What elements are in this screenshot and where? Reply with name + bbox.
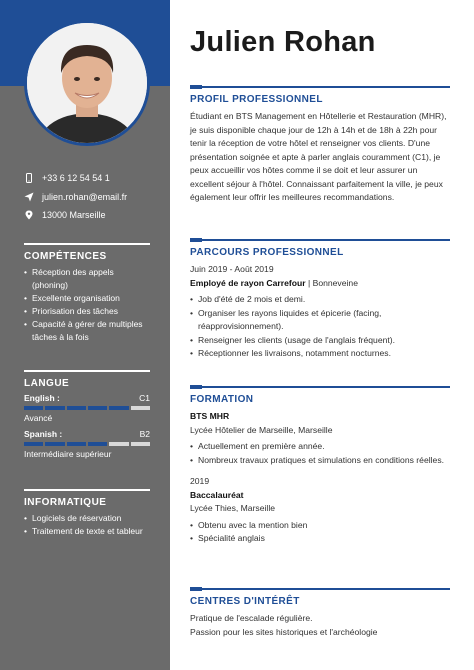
profil-text: Étudiant en BTS Management en Hôtellerie et Restauration (MHR), je suis disponible chaque jour de 12h à 14h et de 18h à 22h pour tenir la réception de votre hôtel et renseigner vos clients. D'une présentation soignée et apte à parler anglais couramment (C1), je peux accueillir vos hôtes comme il se doit et leur assurer un excellent séjour à l'hôtel. Connaissant parfaitement la ville, je peux également leur offrir les meilleures recommandations. — [190, 111, 447, 202]
section-divider — [24, 489, 150, 491]
degree-school: Lycée Thies, Marseille — [190, 503, 276, 513]
degree-heading: Baccalauréat — [190, 489, 244, 500]
phone-icon — [24, 173, 34, 183]
level-segment — [67, 406, 86, 410]
degree-school: Lycée Hôtelier de Marseille, Marseille — [190, 424, 333, 435]
formation-title: FORMATION — [190, 394, 254, 405]
job-tasks-list — [190, 293, 450, 361]
formation-section — [190, 386, 450, 546]
langue-title: LANGUE — [24, 378, 70, 389]
list-item: • Réception des appels (phoning) — [24, 266, 150, 292]
list-item: • Job d'été de 2 mois et demi. — [190, 293, 450, 307]
candidate-name: Julien Rohan — [190, 26, 376, 58]
job-role: Employé de rayon Carrefour — [190, 277, 306, 288]
level-segment — [24, 406, 43, 410]
degree-year: 2019 — [190, 476, 210, 486]
language-description: Avancé — [24, 413, 53, 423]
competences-title: COMPÉTENCES — [24, 251, 107, 262]
langue-section — [24, 370, 150, 459]
language-level: B2 — [139, 429, 150, 439]
competences-section — [24, 243, 150, 344]
language-english — [24, 393, 150, 423]
language-level-bar — [24, 406, 150, 410]
level-segment — [67, 442, 86, 446]
contact-phone[interactable] — [24, 173, 110, 183]
interet-line: Pratique de l'escalade régulière. — [190, 613, 313, 623]
parcours-section — [190, 239, 450, 361]
profile-photo — [24, 20, 150, 146]
level-segment — [131, 406, 150, 410]
list-item: • Spécialité anglais — [190, 532, 450, 546]
interets-title: CENTRES D'INTÉRÊT — [190, 596, 300, 607]
language-name: English : — [24, 393, 60, 403]
degree-details-list — [190, 519, 450, 546]
list-item: • Traitement de texte et tableur — [24, 525, 150, 538]
job-place: | Bonneveine — [305, 277, 358, 288]
language-level-bar — [24, 442, 150, 446]
language-level: C1 — [139, 393, 150, 403]
section-divider — [190, 86, 450, 88]
level-segment — [45, 406, 64, 410]
profil-title: PROFIL PROFESSIONNEL — [190, 94, 323, 105]
list-item: • Excellente organisation — [24, 292, 150, 305]
informatique-title: INFORMATIQUE — [24, 497, 107, 508]
list-item: • Obtenu avec la mention bien — [190, 519, 450, 533]
section-divider — [190, 239, 450, 241]
contact-phone-text: +33 6 12 54 54 1 — [42, 173, 110, 183]
list-item: • Réceptionner les livraisons, notamment nocturnes. — [190, 347, 450, 361]
job-dates: Juin 2019 - Août 2019 — [190, 264, 274, 274]
level-segment — [88, 406, 107, 410]
list-item: • Organiser les rayons liquides et épicerie (facing, réapprovisionnement). — [190, 307, 450, 334]
level-segment — [109, 442, 128, 446]
section-divider — [190, 386, 450, 388]
informatique-section — [24, 489, 150, 538]
interet-line: Passion pour les sites historiques et l'archéologie — [190, 626, 378, 637]
list-item: • Logiciels de réservation — [24, 512, 150, 525]
list-item: • Actuellement en première année. — [190, 440, 450, 454]
language-name: Spanish : — [24, 429, 63, 439]
interets-section — [190, 588, 450, 639]
list-item: • Priorisation des tâches — [24, 305, 150, 318]
contact-location — [24, 210, 106, 220]
section-divider — [190, 588, 450, 590]
contact-location-text: 13000 Marseille — [42, 210, 106, 220]
level-segment — [88, 442, 107, 446]
degree-heading: BTS MHR — [190, 411, 230, 421]
language-description: Intermédiaire supérieur — [24, 449, 112, 459]
language-spanish — [24, 429, 150, 459]
job-header — [190, 277, 450, 291]
level-segment — [109, 406, 128, 410]
level-segment — [24, 442, 43, 446]
parcours-title: PARCOURS PROFESSIONNEL — [190, 247, 344, 258]
portrait-illustration — [27, 23, 147, 143]
sidebar — [0, 0, 170, 670]
profil-section — [190, 86, 450, 205]
location-pin-icon — [24, 210, 34, 220]
section-divider — [24, 243, 150, 245]
list-item: • Nombreux travaux pratiques et simulations en conditions réelles. — [190, 454, 450, 468]
competences-list — [24, 266, 150, 344]
informatique-list — [24, 512, 150, 538]
contact-email-text: julien.rohan@email.fr — [42, 192, 128, 202]
paper-plane-icon — [24, 192, 34, 202]
section-divider — [24, 370, 150, 372]
level-segment — [45, 442, 64, 446]
level-segment — [131, 442, 150, 446]
list-item: • Renseigner les clients (usage de l'anglais fréquent). — [190, 334, 450, 348]
degree-details-list — [190, 440, 450, 467]
contact-email[interactable] — [24, 192, 127, 202]
list-item: • Capacité à gérer de multiples tâches à la fois — [24, 318, 150, 344]
